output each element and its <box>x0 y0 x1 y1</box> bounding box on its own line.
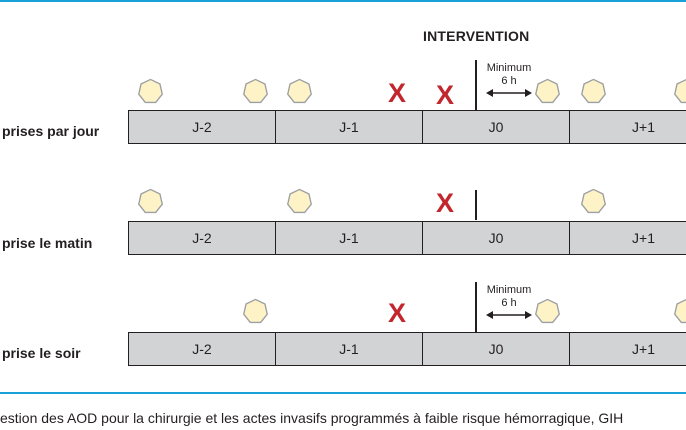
minimum-duration: 6 h <box>501 297 517 309</box>
day-cell: J-1 <box>276 222 423 254</box>
day-cell: J-2 <box>129 333 276 365</box>
day-cell: J+1 <box>632 230 655 246</box>
heptagon-pill-icon <box>534 78 561 105</box>
row-label-prises-par-jour: prises par jour <box>2 123 100 139</box>
intervention-line-2 <box>475 190 477 220</box>
day-cell: J-2 <box>129 222 276 254</box>
x-mark-icon: X <box>436 188 455 218</box>
day-cell: J+1 <box>632 341 655 357</box>
heptagon-pill-icon <box>580 78 607 105</box>
day-cell: J-2 <box>129 111 276 143</box>
heptagon-pill-icon <box>242 78 269 105</box>
heptagon-pill-icon <box>534 298 561 325</box>
x-mark-icon: X <box>388 78 407 108</box>
timeline-bar-3 <box>128 332 686 366</box>
heptagon-pill-icon <box>242 298 269 325</box>
day-cell: J0 <box>423 222 570 254</box>
heptagon-pill-icon <box>286 78 313 105</box>
minimum-text: Minimum <box>486 62 532 74</box>
x-mark-icon: X <box>388 298 407 328</box>
heptagon-pill-icon <box>137 188 164 215</box>
heptagon-pill-icon <box>673 298 686 325</box>
day-cell: J-1 <box>276 333 423 365</box>
minimum-duration: 6 h <box>501 75 517 87</box>
bottom-rule <box>0 392 686 394</box>
minimum-text: Minimum <box>486 284 532 296</box>
double-arrow-icon <box>486 88 532 98</box>
x-mark-icon: X <box>436 80 455 110</box>
timeline-bar-2 <box>128 221 686 255</box>
row-label-prise-le-soir: prise le soir <box>2 345 81 361</box>
intervention-title: INTERVENTION <box>423 28 530 44</box>
day-cell: J0 <box>423 333 570 365</box>
heptagon-pill-icon <box>286 188 313 215</box>
day-cell: J+1 <box>632 119 655 135</box>
figure-caption: estion des AOD pour la chirurgie et les actes invasifs programmés à faible risque hémorragique, GIH <box>0 410 624 426</box>
heptagon-pill-icon <box>137 78 164 105</box>
heptagon-pill-icon <box>580 188 607 215</box>
heptagon-pill-icon <box>673 78 686 105</box>
day-cell: J-1 <box>276 111 423 143</box>
top-rule <box>0 0 686 2</box>
day-cell: J0 <box>423 111 570 143</box>
double-arrow-icon <box>486 310 532 320</box>
row-label-prise-le-matin: prise le matin <box>2 235 93 251</box>
timeline-bar-1 <box>128 110 686 144</box>
